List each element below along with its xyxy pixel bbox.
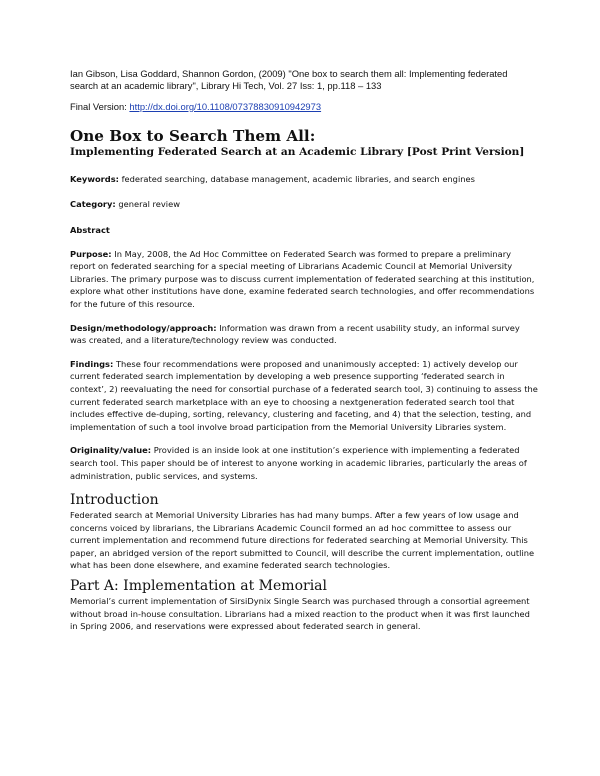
doi-link[interactable]: http://dx.doi.org/10.1108/07378830910942973 (129, 100, 322, 112)
findings-text: These four recommendations were proposed and unanimously accepted: 1) actively develop our current federated search implementation by developing a web presence supporting ‘federated search in context’, 2) reevaluating the need for consortial purchase of a federated search tool, 3) continuing to assess the current federated search marketplace with an eye to choosing a nextgeneration federated search tool that includes effective de-duping, sorting, relevancy, clustering and faceting, and 4) that the selection, testing, and implementation of such a tool involve broad participation from the Memorial University Libraries system. (70, 358, 538, 432)
part-a-text: Memorial’s current implementation of SirsiDynix Single Search was purchased through a consortial agreement without broad in-house consultation. Librarians had a mixed reaction to the product when it was first launched in Spring 2006, and reservations were expressed about federated search in general. (70, 596, 530, 632)
keywords-label: Keywords: (70, 173, 119, 184)
findings-label: Findings: (70, 358, 114, 369)
purpose-label: Purpose: (70, 248, 112, 259)
abstract-design (70, 322, 538, 347)
design-text: Information was drawn from a recent usability study, an informal survey was created, and a literature/technology review was conducted. (70, 322, 520, 346)
paper-title: One Box to Search Them All: (70, 126, 316, 145)
originality-label: Originality/value: (70, 445, 152, 456)
part-a-heading: Part A: Implementation at Memorial (70, 578, 328, 595)
abstract-purpose (70, 248, 538, 311)
paper-subtitle: Implementing Federated Search at an Academic Library [Post Print Version] (70, 145, 525, 158)
introduction-text: Federated search at Memorial University Libraries has had many bumps. After a few years of low usage and concerns voiced by librarians, the Librarians Academic Council formed an ad hoc committee to assess our current implementation and recommend future directions for federated searching at Memorial University. This paper, an abridged version of the report submitted to Council, will describe the current implementation, outline what has been done elsewhere, and examine federated search technologies. (70, 510, 535, 571)
abstract-originality (70, 444, 538, 482)
design-label: Design/methodology/approach: (70, 322, 217, 333)
originality-text: Provided is an inside look at one institution’s experience with implementing a federated search tool. This paper should be of interest to anyone working in academic libraries, particularly the areas of administration, public services, and systems. (70, 445, 527, 481)
category-line (70, 198, 538, 211)
paper-page (70, 68, 538, 633)
introduction-heading: Introduction (70, 492, 159, 509)
citation: Ian Gibson, Lisa Goddard, Shannon Gordon, (2009) "One box to search them all: Implementing federated search at an academic library", Library Hi Tech, Vol. 27 Iss: 1, pp.118 – 133 (70, 68, 508, 92)
abstract-findings (70, 358, 538, 434)
category-label: Category: (70, 199, 116, 210)
final-version-label: Final Version: (70, 100, 130, 112)
keywords-text: federated searching, database management, academic libraries, and search engines (118, 173, 475, 184)
final-version-line (70, 101, 538, 113)
purpose-text: In May, 2008, the Ad Hoc Committee on Federated Search was formed to prepare a preliminary report on federated searching for a special meeting of Librarians Academic Council at Memorial University Libraries. The primary purpose was to discuss current implementation of federated searching at this institution, explore what other institutions have done, examine federated search technologies, and offer recommendations for the future of this resource. (70, 248, 535, 309)
keywords-line (70, 173, 538, 186)
abstract-heading: Abstract (70, 225, 110, 235)
category-text: general review (115, 199, 180, 210)
